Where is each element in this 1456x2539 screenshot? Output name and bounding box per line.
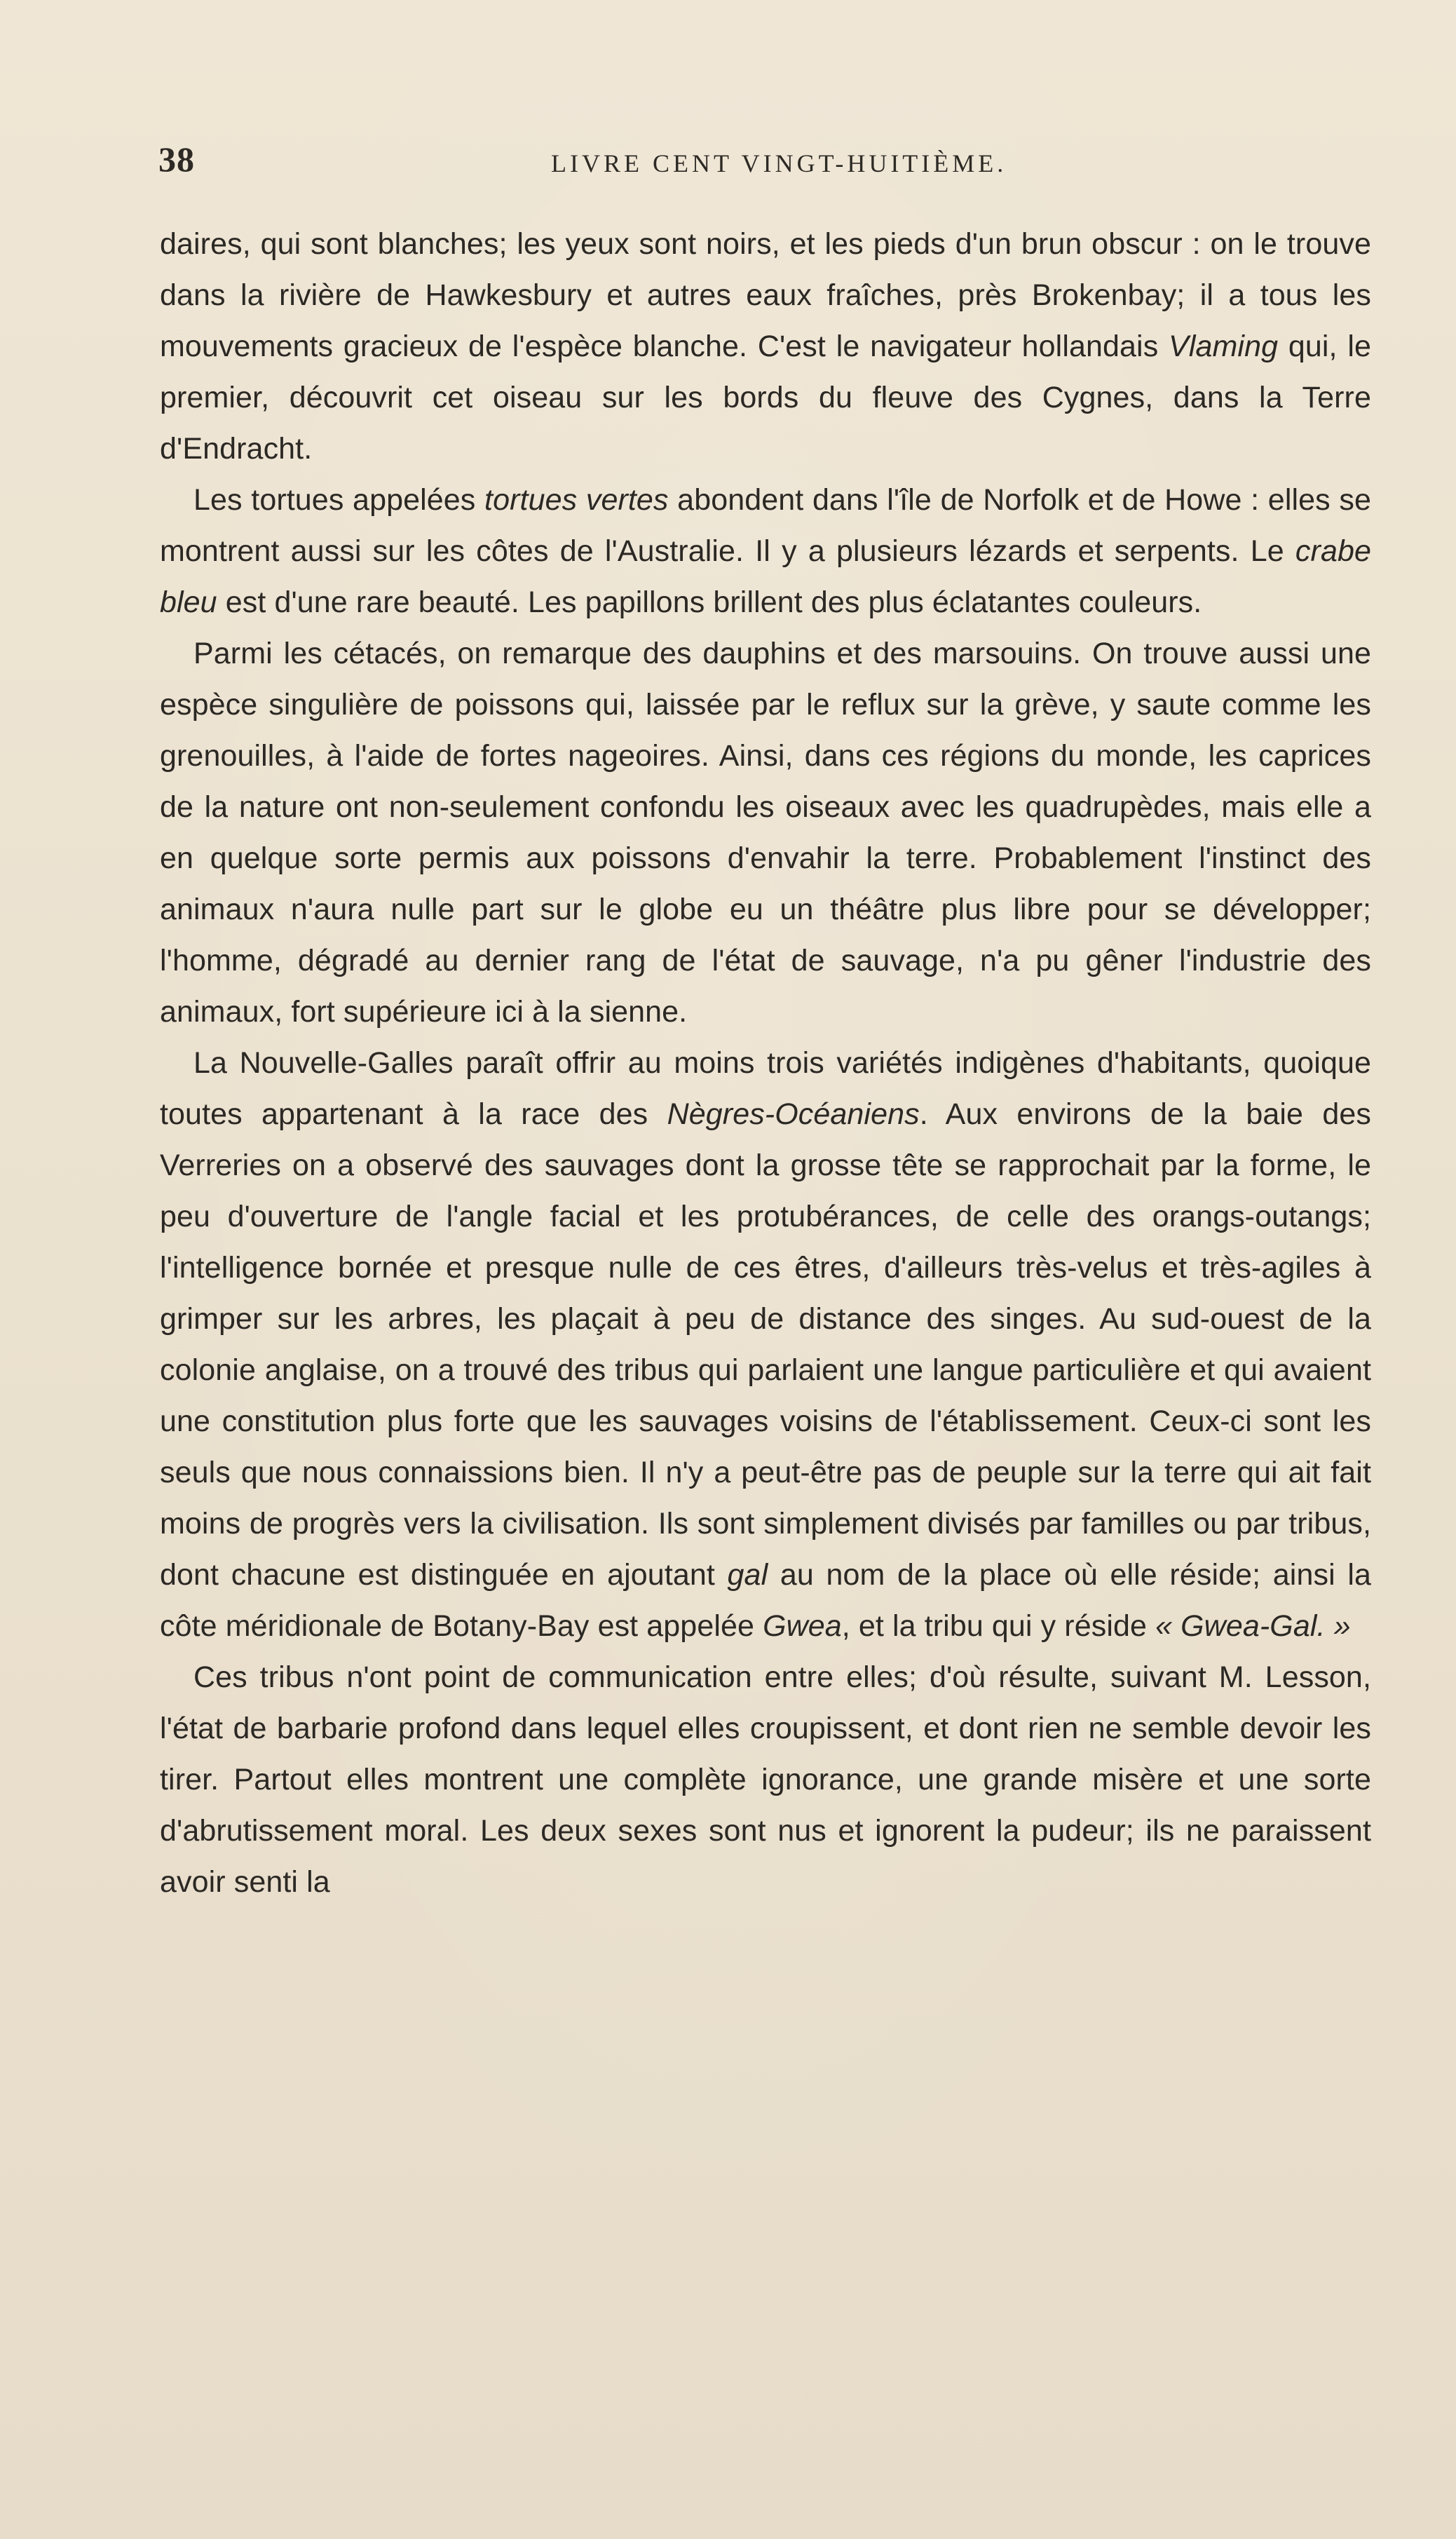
paragraph-5 bbox=[160, 1652, 1371, 1908]
paragraph-1 bbox=[160, 219, 1371, 475]
paragraph-4-text-3: au nom de la place où elle réside; ainsi la côte méridionale de Botany-Bay est appelée bbox=[160, 1558, 1371, 1643]
paragraph-2-italic-crabe: crabe bleu bbox=[160, 534, 1371, 619]
page-number: 38 bbox=[158, 140, 195, 179]
paragraph-4-text-1: La Nouvelle-Galles paraît offrir au moins trois variétés indigènes d'habitants, quoique toutes appartenant à la race des bbox=[160, 1046, 1371, 1131]
paragraph-3-text-1: Parmi les cétacés, on remarque des dauphins et des marsouins. On trouve aussi une espèce singulière de poissons qui, laissée par le reflux sur la grève, y saute comme les grenouilles, à l'aide de fortes nageoires. Ainsi, dans ces régions du monde, les caprices de la nature ont non-seulement confondu les oiseaux avec les quadrupèdes, mais elle a en quelque sorte permis aux poissons d'envahir la terre. Probablement l'instinct des animaux n'aura nulle part sur le globe eu un théâtre plus libre pour se développer; l'homme, dégradé au dernier rang de l'état de sauvage, n'a pu gêner l'industrie des animaux, fort supérieure ici à la sienne. bbox=[160, 637, 1371, 1029]
paragraph-4 bbox=[160, 1038, 1371, 1652]
paragraph-4-italic-gal: gal bbox=[727, 1558, 768, 1592]
paragraph-2 bbox=[160, 475, 1371, 628]
body-text bbox=[160, 219, 1371, 1908]
paragraph-5-text-1: Ces tribus n'ont point de communication entre elles; d'où résulte, suivant M. Lesson, l'état de barbarie profond dans lequel elles croupissent, et dont rien ne semble devoir les tirer. Partout elles montrent une complète ignorance, une grande misère et une sorte d'abrutissement moral. Les deux sexes sont nus et ignorent la pudeur; ils ne paraissent avoir senti la bbox=[160, 1660, 1371, 1899]
paragraph-3 bbox=[160, 628, 1371, 1038]
paragraph-2-text-1: Les tortues appelées bbox=[193, 483, 485, 517]
running-head bbox=[158, 139, 1364, 188]
paragraph-4-italic-negres: Nègres-Océaniens bbox=[667, 1097, 920, 1131]
paragraph-4-text-2: . Aux environs de la baie des Verreries on a observé des sauvages dont la grosse tête se rapprochait par la forme, le peu d'ouverture de l'angle facial et les protubérances, de celle des orangs-outangs; l'intelligence bornée et presque nulle de ces êtres, d'ailleurs très-velus et très-agiles à grimper sur les arbres, les plaçait à peu de distance des singes. Au sud-ouest de la colonie anglaise, on a trouvé des tribus qui parlaient une langue particulière et qui avaient une constitution plus forte que les sauvages voisins de l'établissement. Ceux-ci sont les seuls que nous connaissions bien. Il n'y a peut-être pas de peuple sur la terre qui ait fait moins de progrès vers la civilisation. Ils sont simplement divisés par familles ou par tribus, dont chacune est distinguée en ajoutant bbox=[160, 1097, 1371, 1592]
paragraph-1-text-1: daires, qui sont blanches; les yeux sont noirs, et les pieds d'un brun obscur : on le trouve dans la rivière de Hawkesbury et autres eaux fraîches, près Brokenbay; il a tous les mouvements gracieux de l'espèce blanche. C'est le navigateur hollandais bbox=[160, 227, 1371, 363]
section-title: LIVRE CENT VINGT-HUITIÈME. bbox=[551, 149, 1007, 177]
paragraph-2-text-3: est d'une rare beauté. Les papillons brillent des plus éclatantes couleurs. bbox=[217, 585, 1202, 619]
paragraph-4-italic-gwea-gal: « Gwea-Gal. » bbox=[1155, 1609, 1351, 1643]
paragraph-2-italic-tortues: tortues vertes bbox=[484, 483, 669, 517]
paragraph-1-italic-vlaming: Vlaming bbox=[1169, 330, 1279, 363]
paragraph-1-text-2: qui, le premier, découvrit cet oiseau sur les bords du fleuve des Cygnes, dans la Terre d'Endracht. bbox=[160, 330, 1371, 466]
paragraph-2-text-2: abondent dans l'île de Norfolk et de Howe : elles se montrent aussi sur les côtes de l'Australie. Il y a plusieurs lézards et serpents. Le bbox=[160, 483, 1371, 568]
paragraph-4-text-4: , et la tribu qui y réside bbox=[841, 1609, 1156, 1643]
paragraph-4-italic-gwea: Gwea bbox=[763, 1609, 842, 1643]
